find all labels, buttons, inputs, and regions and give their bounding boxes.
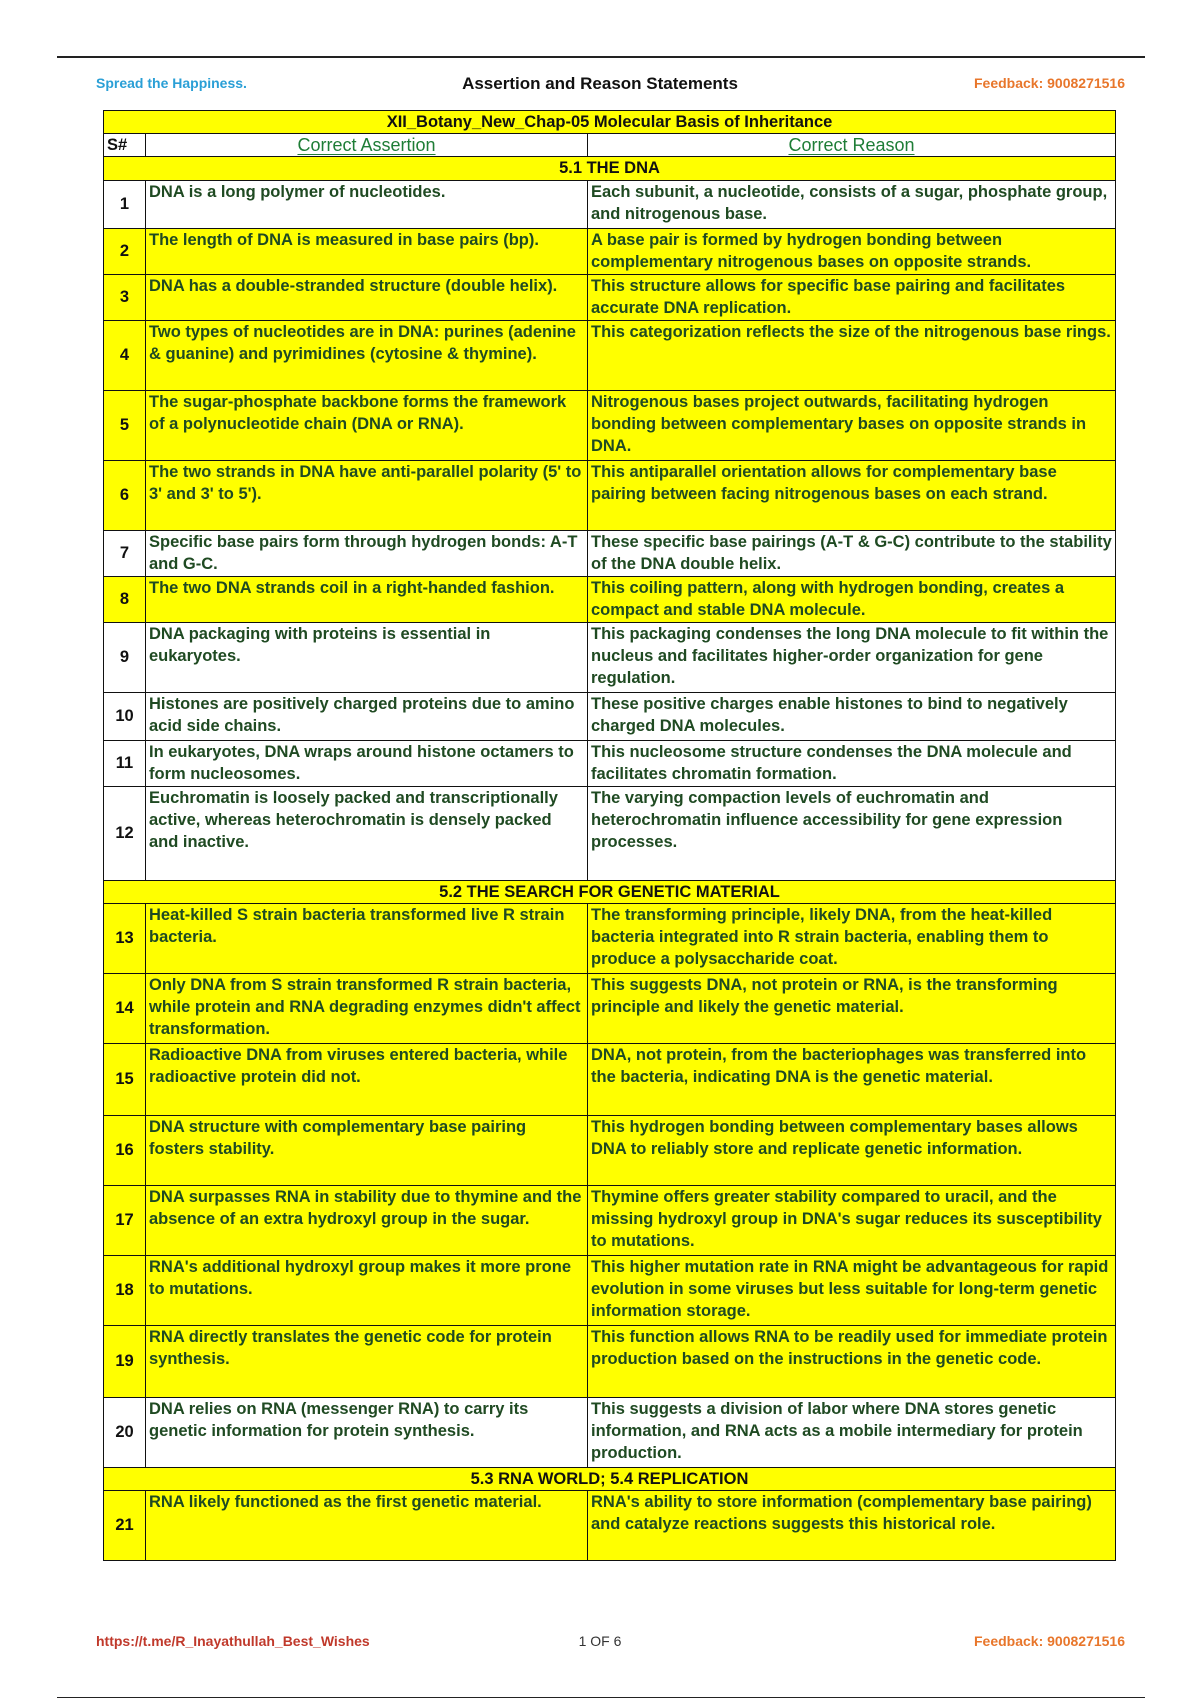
table-row [104,1397,1116,1467]
row-number: 15 [104,1043,146,1115]
reason-cell: A base pair is formed by hydrogen bonding between complementary nitrogenous bases on opposite strands. [588,228,1116,274]
row-number: 10 [104,692,146,740]
row-number: 9 [104,622,146,692]
header-feedback: Feedback: 9008271516 [974,75,1125,91]
assertion-cell: RNA likely functioned as the first genetic material. [146,1491,588,1561]
assertion-cell: DNA is a long polymer of nucleotides. [146,180,588,228]
row-number: 14 [104,973,146,1043]
row-number: 5 [104,390,146,460]
reason-cell: The varying compaction levels of euchromatin and heterochromatin influence accessibility for gene expression processes. [588,786,1116,880]
assertion-cell: DNA structure with complementary base pairing fosters stability. [146,1115,588,1185]
assertion-cell: The sugar-phosphate backbone forms the framework of a polynucleotide chain (DNA or RNA). [146,390,588,460]
table-row [104,1185,1116,1255]
row-number: 2 [104,228,146,274]
row-number: 20 [104,1397,146,1467]
table-body [104,157,1116,1561]
assertion-cell: Radioactive DNA from viruses entered bacteria, while radioactive protein did not. [146,1043,588,1115]
table-row [104,576,1116,622]
reason-cell: DNA, not protein, from the bacteriophages was transferred into the bacteria, indicating DNA is the genetic material. [588,1043,1116,1115]
table-row [104,903,1116,973]
column-header-sn: S# [104,134,146,157]
table-row [104,973,1116,1043]
table-row [104,692,1116,740]
assertion-cell: DNA relies on RNA (messenger RNA) to carry its genetic information for protein synthesis. [146,1397,588,1467]
table-row [104,1325,1116,1397]
table-row [104,460,1116,530]
table-row [104,530,1116,576]
table-row [104,740,1116,786]
section-header-row [104,1467,1116,1490]
reason-cell: This categorization reflects the size of the nitrogenous base rings. [588,320,1116,390]
table-row [104,1043,1116,1115]
row-number: 12 [104,786,146,880]
row-number: 8 [104,576,146,622]
row-number: 16 [104,1115,146,1185]
assertion-cell: Euchromatin is loosely packed and transcriptionally active, whereas heterochromatin is densely packed and inactive. [146,786,588,880]
assertion-cell: The length of DNA is measured in base pairs (bp). [146,228,588,274]
table-row [104,1115,1116,1185]
assertion-cell: DNA packaging with proteins is essential in eukaryotes. [146,622,588,692]
section-header-row [104,157,1116,180]
top-rule [57,56,1145,58]
column-header-reason: Correct Reason [588,134,1116,157]
assertion-cell: The two DNA strands coil in a right-handed fashion. [146,576,588,622]
assertion-cell: Specific base pairs form through hydrogen bonds: A-T and G-C. [146,530,588,576]
assertion-cell: The two strands in DNA have anti-parallel polarity (5' to 3' and 3' to 5'). [146,460,588,530]
table-row [104,786,1116,880]
section-title: 5.1 THE DNA [104,157,1116,180]
table-title: XII_Botany_New_Chap-05 Molecular Basis of Inheritance [104,111,1116,134]
page-title: Assertion and Reason Statements [462,74,738,93]
row-number: 11 [104,740,146,786]
assertion-cell: Two types of nucleotides are in DNA: purines (adenine & guanine) and pyrimidines (cytosine & thymine). [146,320,588,390]
row-number: 7 [104,530,146,576]
assertion-cell: DNA surpasses RNA in stability due to thymine and the absence of an extra hydroxyl group in the sugar. [146,1185,588,1255]
assertion-cell: Only DNA from S strain transformed R strain bacteria, while protein and RNA degrading enzymes didn't affect transformation. [146,973,588,1043]
reason-cell: These positive charges enable histones to bind to negatively charged DNA molecules. [588,692,1116,740]
row-number: 4 [104,320,146,390]
footer-telegram-link[interactable]: https://t.me/R_Inayathullah_Best_Wishes [96,1633,370,1649]
reason-cell: This structure allows for specific base pairing and facilitates accurate DNA replication. [588,274,1116,320]
section-title: 5.2 THE SEARCH FOR GENETIC MATERIAL [104,880,1116,903]
section-title: 5.3 RNA WORLD; 5.4 REPLICATION [104,1467,1116,1490]
table-row [104,1491,1116,1561]
row-number: 13 [104,903,146,973]
bottom-rule [57,1697,1145,1698]
header-tagline: Spread the Happiness. [96,75,247,91]
table-row [104,622,1116,692]
footer-page-number: 1 OF 6 [578,1633,622,1649]
reason-cell: This suggests DNA, not protein or RNA, is the transforming principle and likely the genetic material. [588,973,1116,1043]
assertion-cell: RNA directly translates the genetic code for protein synthesis. [146,1325,588,1397]
reason-cell: These specific base pairings (A-T & G-C) contribute to the stability of the DNA double helix. [588,530,1116,576]
table-row [104,228,1116,274]
assertion-cell: Histones are positively charged proteins due to amino acid side chains. [146,692,588,740]
column-header-row [104,134,1116,157]
reason-cell: This antiparallel orientation allows for complementary base pairing between facing nitrogenous bases on each strand. [588,460,1116,530]
assertion-cell: In eukaryotes, DNA wraps around histone octamers to form nucleosomes. [146,740,588,786]
reason-cell: This suggests a division of labor where DNA stores genetic information, and RNA acts as a mobile intermediary for protein production. [588,1397,1116,1467]
section-header-row [104,880,1116,903]
table-row [104,390,1116,460]
row-number: 18 [104,1255,146,1325]
reason-cell: Each subunit, a nucleotide, consists of a sugar, phosphate group, and nitrogenous base. [588,180,1116,228]
reason-cell: Nitrogenous bases project outwards, facilitating hydrogen bonding between complementary bases on opposite strands in DNA. [588,390,1116,460]
row-number: 6 [104,460,146,530]
reason-cell: This packaging condenses the long DNA molecule to fit within the nucleus and facilitates higher-order organization for gene regulation. [588,622,1116,692]
row-number: 21 [104,1491,146,1561]
row-number: 19 [104,1325,146,1397]
reason-cell: This nucleosome structure condenses the DNA molecule and facilitates chromatin formation. [588,740,1116,786]
assertion-reason-table [103,110,1116,1561]
table-row [104,180,1116,228]
assertion-cell: Heat-killed S strain bacteria transformed live R strain bacteria. [146,903,588,973]
row-number: 3 [104,274,146,320]
reason-cell: Thymine offers greater stability compared to uracil, and the missing hydroxyl group in DNA's sugar reduces its susceptibility to mutations. [588,1185,1116,1255]
table-title-row [104,111,1116,134]
assertion-cell: DNA has a double-stranded structure (double helix). [146,274,588,320]
assertion-cell: RNA's additional hydroxyl group makes it more prone to mutations. [146,1255,588,1325]
row-number: 1 [104,180,146,228]
table-row [104,274,1116,320]
row-number: 17 [104,1185,146,1255]
reason-cell: This coiling pattern, along with hydrogen bonding, creates a compact and stable DNA molecule. [588,576,1116,622]
reason-cell: This function allows RNA to be readily used for immediate protein production based on the instructions in the genetic code. [588,1325,1116,1397]
reason-cell: This higher mutation rate in RNA might be advantageous for rapid evolution in some viruses but less suitable for long-term genetic information storage. [588,1255,1116,1325]
reason-cell: RNA's ability to store information (complementary base pairing) and catalyze reactions suggests this historical role. [588,1491,1116,1561]
footer-feedback: Feedback: 9008271516 [974,1633,1125,1649]
table-row [104,320,1116,390]
table-row [104,1255,1116,1325]
column-header-assertion: Correct Assertion [146,134,588,157]
reason-cell: The transforming principle, likely DNA, from the heat-killed bacteria integrated into R strain bacteria, enabling them to produce a polysaccharide coat. [588,903,1116,973]
reason-cell: This hydrogen bonding between complementary bases allows DNA to reliably store and replicate genetic information. [588,1115,1116,1185]
